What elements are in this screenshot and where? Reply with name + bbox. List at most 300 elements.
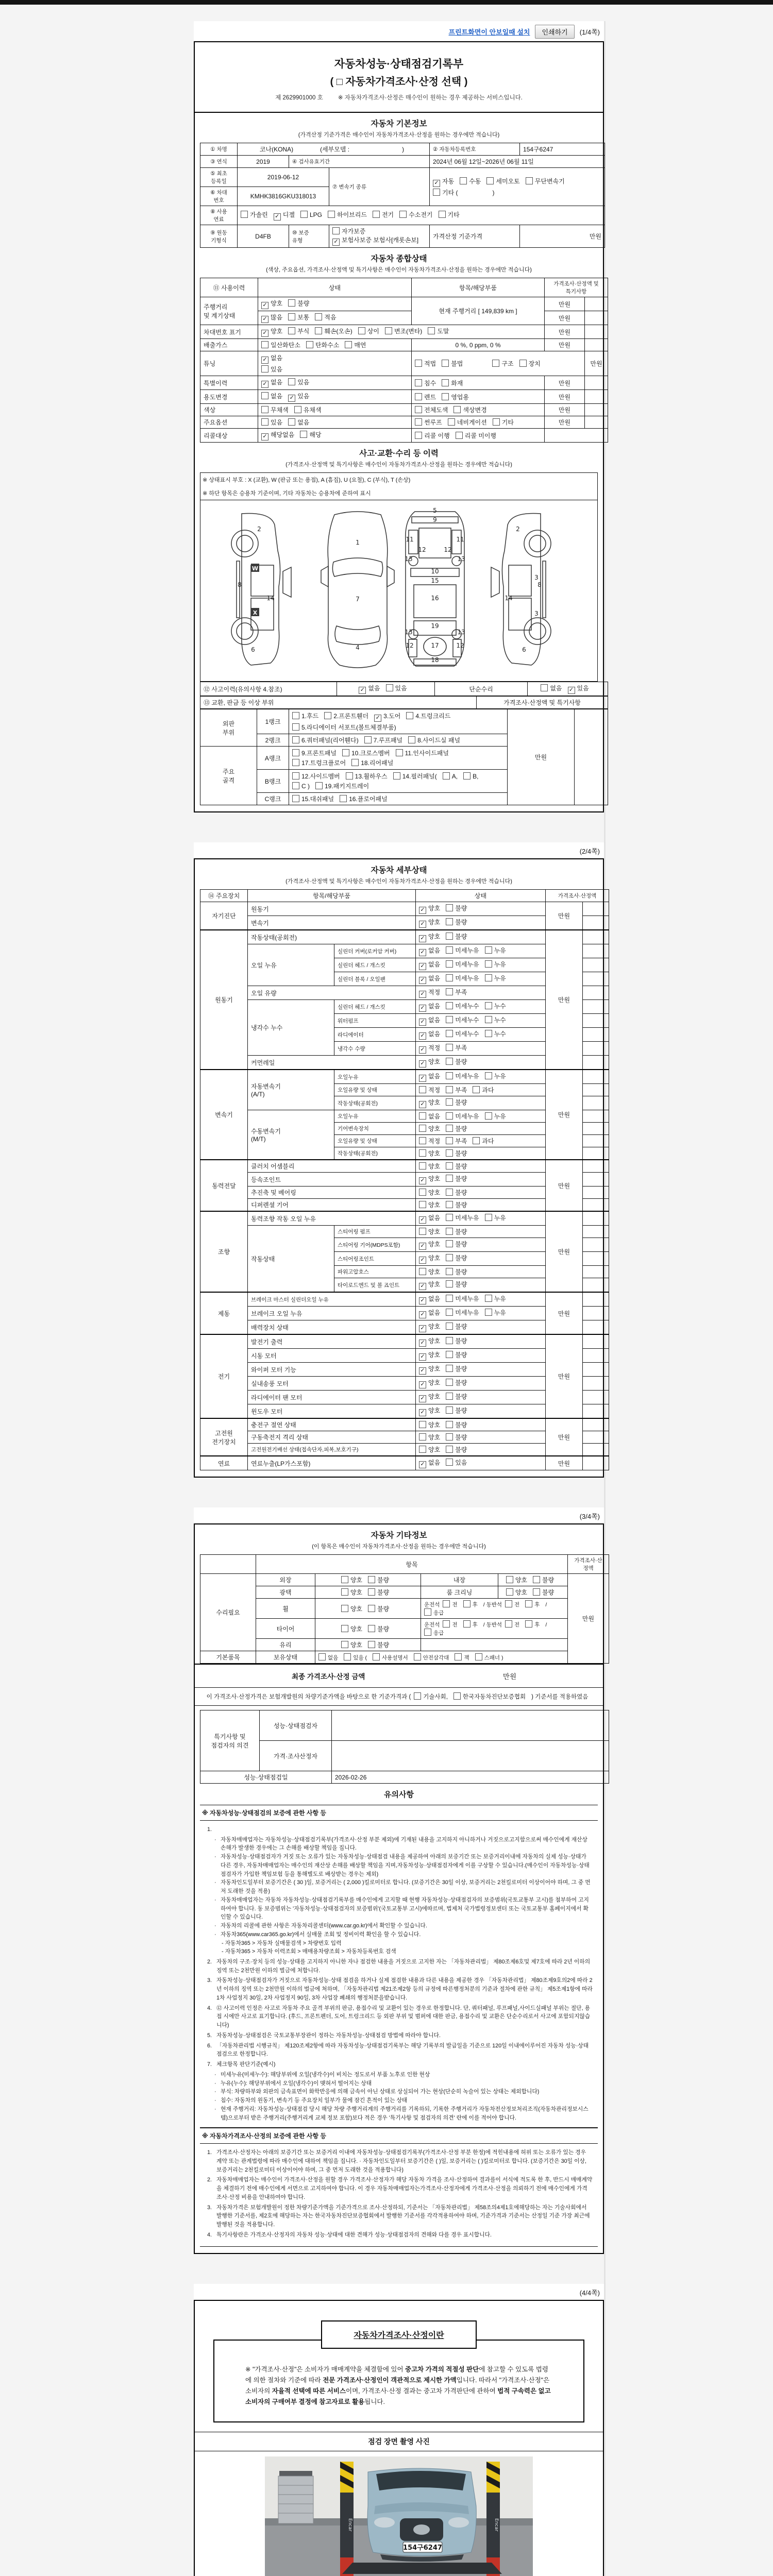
checkbox-icon[interactable]: [446, 1406, 453, 1414]
checkbox-icon[interactable]: [414, 1692, 421, 1700]
checkbox-option[interactable]: [419, 1350, 440, 1361]
checkbox-option[interactable]: [385, 327, 422, 335]
checkbox-icon[interactable]: [332, 227, 340, 234]
checkbox-option[interactable]: [419, 1267, 440, 1276]
checkbox-option[interactable]: [505, 1600, 519, 1608]
checkbox-checked-icon[interactable]: ✓: [419, 1297, 426, 1304]
checkbox-option[interactable]: [446, 1458, 467, 1467]
checkbox-option[interactable]: [318, 1653, 338, 1662]
checkbox-checked-icon[interactable]: ✓: [419, 1340, 426, 1347]
checkbox-option[interactable]: [463, 772, 478, 780]
checkbox-icon[interactable]: [446, 1309, 453, 1316]
checkbox-icon[interactable]: [306, 341, 313, 348]
checkbox-option[interactable]: [415, 418, 442, 427]
checkbox-checked-icon[interactable]: ✓: [419, 949, 426, 956]
checkbox-option[interactable]: [415, 405, 448, 414]
checkbox-option[interactable]: [446, 1162, 467, 1171]
checkbox-checked-icon[interactable]: ✓: [419, 977, 426, 984]
checkbox-icon[interactable]: [446, 1058, 453, 1065]
checkbox-icon[interactable]: [446, 904, 453, 911]
checkbox-icon[interactable]: [288, 299, 295, 307]
checkbox-option[interactable]: [406, 711, 450, 720]
checkbox-icon[interactable]: [443, 1620, 450, 1628]
checkbox-icon[interactable]: [415, 432, 422, 439]
checkbox-option[interactable]: [446, 1267, 467, 1276]
checkbox-checked-icon[interactable]: ✓: [261, 381, 268, 388]
checkbox-icon[interactable]: [460, 177, 467, 184]
checkbox-option[interactable]: [446, 1406, 467, 1415]
checkbox-option[interactable]: [292, 794, 334, 803]
checkbox-option[interactable]: [485, 1294, 506, 1303]
checkbox-option[interactable]: [419, 1124, 440, 1133]
checkbox-option[interactable]: [419, 1240, 440, 1250]
checkbox-option[interactable]: [446, 1098, 467, 1107]
checkbox-icon[interactable]: [344, 1653, 351, 1660]
checkbox-icon[interactable]: [446, 1228, 453, 1235]
checkbox-icon[interactable]: [446, 1240, 453, 1247]
checkbox-option[interactable]: [261, 405, 289, 414]
checkbox-checked-icon[interactable]: ✓: [419, 1216, 426, 1224]
checkbox-option[interactable]: [446, 1086, 467, 1094]
checkbox-option[interactable]: [492, 359, 513, 368]
checkbox-option[interactable]: [419, 1420, 440, 1429]
checkbox-icon[interactable]: [261, 341, 268, 348]
checkbox-icon[interactable]: [428, 327, 435, 334]
checkbox-option[interactable]: [424, 1629, 444, 1637]
checkbox-option[interactable]: [442, 379, 463, 387]
checkbox-icon[interactable]: [328, 211, 335, 218]
checkbox-option[interactable]: [446, 1015, 479, 1024]
checkbox-option[interactable]: [261, 353, 282, 364]
checkbox-option[interactable]: [419, 946, 440, 956]
checkbox-option[interactable]: [341, 1640, 362, 1649]
checkbox-icon[interactable]: [446, 988, 453, 995]
checkbox-icon[interactable]: [419, 1162, 426, 1170]
checkbox-option[interactable]: [485, 1213, 506, 1222]
checkbox-icon[interactable]: [241, 211, 248, 218]
checkbox-option[interactable]: [374, 711, 400, 722]
checkbox-checked-icon[interactable]: ✓: [419, 1409, 426, 1416]
checkbox-option[interactable]: [419, 1227, 440, 1236]
checkbox-option[interactable]: [446, 1392, 467, 1401]
checkbox-icon[interactable]: [424, 1629, 431, 1636]
checkbox-checked-icon[interactable]: ✓: [419, 1101, 426, 1108]
checkbox-option[interactable]: [419, 1213, 440, 1224]
checkbox-checked-icon[interactable]: ✓: [419, 1257, 426, 1264]
checkbox-icon[interactable]: [442, 393, 449, 400]
checkbox-icon[interactable]: [455, 1653, 462, 1660]
checkbox-option[interactable]: [261, 418, 282, 427]
checkbox-option[interactable]: [419, 1112, 440, 1121]
checkbox-icon[interactable]: [485, 974, 492, 981]
checkbox-option[interactable]: [446, 1137, 467, 1145]
checkbox-option[interactable]: [419, 904, 440, 914]
checkbox-icon[interactable]: [292, 782, 299, 789]
checkbox-option[interactable]: [446, 1378, 467, 1387]
checkbox-icon[interactable]: [415, 406, 422, 413]
checkbox-option[interactable]: [261, 378, 282, 388]
checkbox-option[interactable]: [415, 359, 436, 368]
checkbox-option[interactable]: [446, 1364, 467, 1373]
checkbox-checked-icon[interactable]: ✓: [419, 1325, 426, 1332]
checkbox-option[interactable]: [473, 1086, 494, 1094]
checkbox-checked-icon[interactable]: ✓: [419, 1283, 426, 1290]
checkbox-option[interactable]: [473, 1137, 494, 1145]
checkbox-checked-icon[interactable]: ✓: [419, 1367, 426, 1375]
checkbox-checked-icon[interactable]: ✓: [261, 357, 268, 364]
install-print-helper-link[interactable]: 프린트화면이 안보일때 설치: [448, 28, 530, 36]
checkbox-option[interactable]: [393, 772, 437, 781]
checkbox-option[interactable]: [463, 1620, 478, 1629]
checkbox-option[interactable]: [315, 782, 369, 790]
checkbox-icon[interactable]: [300, 431, 307, 438]
checkbox-icon[interactable]: [446, 1254, 453, 1261]
checkbox-option[interactable]: [419, 1086, 440, 1094]
checkbox-icon[interactable]: [406, 712, 413, 719]
checkbox-icon[interactable]: [526, 177, 533, 184]
checkbox-icon[interactable]: [541, 684, 548, 691]
checkbox-option[interactable]: [568, 684, 589, 694]
checkbox-checked-icon[interactable]: ✓: [261, 433, 268, 440]
checkbox-option[interactable]: [408, 736, 460, 744]
checkbox-icon[interactable]: [433, 189, 440, 196]
checkbox-icon[interactable]: [448, 418, 455, 426]
checkbox-option[interactable]: [446, 974, 479, 982]
checkbox-option[interactable]: [446, 1350, 467, 1359]
checkbox-icon[interactable]: [342, 749, 349, 756]
checkbox-option[interactable]: [288, 418, 309, 427]
checkbox-icon[interactable]: [419, 1268, 426, 1275]
checkbox-option[interactable]: [419, 1433, 440, 1442]
checkbox-icon[interactable]: [485, 946, 492, 954]
checkbox-option[interactable]: [442, 393, 469, 401]
checkbox-option[interactable]: [446, 1188, 467, 1197]
checkbox-option[interactable]: [419, 1406, 440, 1416]
checkbox-icon[interactable]: [300, 211, 308, 218]
checkbox-icon[interactable]: [340, 795, 347, 802]
checkbox-icon[interactable]: [415, 379, 422, 386]
checkbox-icon[interactable]: [485, 1002, 492, 1009]
checkbox-icon[interactable]: [288, 313, 295, 320]
checkbox-option[interactable]: [419, 1015, 440, 1026]
checkbox-option[interactable]: [340, 794, 388, 803]
checkbox-checked-icon[interactable]: ✓: [419, 991, 426, 998]
checkbox-icon[interactable]: [443, 1600, 450, 1607]
checkbox-icon[interactable]: [442, 379, 449, 386]
checkbox-icon[interactable]: [446, 1189, 453, 1196]
checkbox-icon[interactable]: [292, 772, 299, 779]
checkbox-icon[interactable]: [261, 406, 268, 413]
checkbox-option[interactable]: [446, 946, 479, 955]
checkbox-icon[interactable]: [446, 1175, 453, 1182]
checkbox-option[interactable]: [446, 988, 467, 996]
checkbox-option[interactable]: [506, 1588, 527, 1597]
checkbox-icon[interactable]: [341, 1625, 348, 1632]
checkbox-icon[interactable]: [373, 211, 380, 218]
checkbox-checked-icon[interactable]: ✓: [419, 963, 426, 970]
checkbox-icon[interactable]: [525, 1600, 532, 1607]
checkbox-option[interactable]: [433, 177, 454, 187]
checkbox-icon[interactable]: [368, 1641, 375, 1648]
checkbox-icon[interactable]: [292, 723, 299, 731]
checkbox-option[interactable]: [446, 1002, 479, 1010]
checkbox-option[interactable]: [294, 405, 322, 414]
checkbox-option[interactable]: [448, 418, 487, 427]
checkbox-icon[interactable]: [415, 418, 422, 426]
checkbox-icon[interactable]: [292, 795, 299, 802]
checkbox-option[interactable]: [315, 327, 352, 335]
checkbox-checked-icon[interactable]: ✓: [359, 687, 366, 694]
checkbox-option[interactable]: [396, 749, 449, 757]
checkbox-checked-icon[interactable]: ✓: [419, 921, 426, 928]
checkbox-icon[interactable]: [318, 1653, 326, 1660]
checkbox-option[interactable]: [288, 299, 309, 308]
checkbox-option[interactable]: [419, 918, 440, 928]
checkbox-icon[interactable]: [446, 1379, 453, 1386]
checkbox-icon[interactable]: [446, 946, 453, 954]
checkbox-icon[interactable]: [492, 360, 499, 367]
checkbox-option[interactable]: [288, 392, 309, 402]
checkbox-option[interactable]: [486, 177, 519, 185]
checkbox-option[interactable]: [446, 1294, 479, 1303]
checkbox-option[interactable]: [419, 1149, 440, 1158]
checkbox-icon[interactable]: [485, 1030, 492, 1037]
checkbox-icon[interactable]: [261, 392, 268, 399]
checkbox-icon[interactable]: [533, 1576, 540, 1583]
checkbox-option[interactable]: [261, 392, 282, 400]
checkbox-checked-icon[interactable]: ✓: [419, 1177, 426, 1184]
checkbox-option[interactable]: [341, 1624, 362, 1633]
checkbox-option[interactable]: [446, 932, 467, 941]
checkbox-option[interactable]: [453, 405, 486, 414]
checkbox-checked-icon[interactable]: ✓: [419, 1353, 426, 1361]
checkbox-icon[interactable]: [473, 1086, 480, 1093]
checkbox-option[interactable]: [419, 1098, 440, 1108]
checkbox-option[interactable]: [419, 1002, 440, 1012]
checkbox-option[interactable]: [368, 1588, 389, 1597]
checkbox-icon[interactable]: [446, 1295, 453, 1302]
checkbox-option[interactable]: [419, 1162, 440, 1171]
checkbox-option[interactable]: [373, 210, 394, 219]
checkbox-option[interactable]: [485, 1112, 506, 1121]
checkbox-option[interactable]: [261, 341, 300, 349]
checkbox-option[interactable]: [332, 235, 418, 246]
checkbox-icon[interactable]: [351, 759, 359, 766]
checkbox-option[interactable]: [446, 1280, 467, 1289]
checkbox-option[interactable]: [506, 1575, 527, 1584]
checkbox-option[interactable]: [300, 211, 322, 218]
checkbox-icon[interactable]: [485, 960, 492, 968]
checkbox-icon[interactable]: [396, 749, 403, 756]
checkbox-icon[interactable]: [324, 712, 331, 719]
checkbox-option[interactable]: [428, 327, 449, 335]
checkbox-icon[interactable]: [485, 1295, 492, 1302]
checkbox-option[interactable]: [274, 210, 295, 221]
checkbox-option[interactable]: [419, 988, 440, 998]
checkbox-option[interactable]: [463, 1600, 478, 1608]
checkbox-option[interactable]: [419, 1445, 440, 1454]
checkbox-option[interactable]: [443, 772, 458, 780]
checkbox-icon[interactable]: [415, 360, 422, 367]
checkbox-option[interactable]: [446, 1072, 479, 1080]
checkbox-checked-icon[interactable]: ✓: [288, 395, 295, 402]
checkbox-option[interactable]: [414, 1692, 448, 1701]
checkbox-checked-icon[interactable]: ✓: [419, 1461, 426, 1468]
checkbox-checked-icon[interactable]: ✓: [374, 715, 381, 722]
print-button[interactable]: 인쇄하기: [535, 25, 574, 39]
checkbox-icon[interactable]: [446, 1393, 453, 1400]
checkbox-option[interactable]: [292, 758, 346, 767]
checkbox-icon[interactable]: [385, 327, 392, 334]
checkbox-icon[interactable]: [261, 365, 268, 372]
checkbox-option[interactable]: [519, 359, 541, 368]
checkbox-option[interactable]: [485, 1029, 506, 1038]
checkbox-icon[interactable]: [446, 1459, 453, 1466]
checkbox-checked-icon[interactable]: ✓: [419, 1032, 426, 1040]
checkbox-option[interactable]: [419, 1378, 440, 1388]
checkbox-option[interactable]: [261, 365, 282, 374]
checkbox-option[interactable]: [419, 1043, 440, 1054]
checkbox-option[interactable]: [345, 341, 366, 349]
checkbox-option[interactable]: [424, 1608, 444, 1617]
checkbox-icon[interactable]: [292, 712, 299, 719]
checkbox-option[interactable]: [442, 359, 463, 368]
checkbox-icon[interactable]: [533, 1588, 540, 1596]
checkbox-option[interactable]: [419, 1392, 440, 1402]
checkbox-icon[interactable]: [485, 1016, 492, 1023]
checkbox-icon[interactable]: [486, 177, 494, 184]
checkbox-option[interactable]: [419, 1322, 440, 1332]
checkbox-icon[interactable]: [493, 418, 500, 426]
checkbox-icon[interactable]: [525, 1620, 532, 1628]
checkbox-option[interactable]: [346, 772, 388, 781]
checkbox-option[interactable]: [261, 299, 282, 309]
checkbox-option[interactable]: [368, 1575, 389, 1584]
checkbox-icon[interactable]: [505, 1600, 512, 1607]
checkbox-icon[interactable]: [341, 1576, 348, 1583]
checkbox-checked-icon[interactable]: ✓: [419, 1019, 426, 1026]
checkbox-option[interactable]: [292, 736, 359, 744]
checkbox-option[interactable]: [446, 1253, 467, 1262]
checkbox-icon[interactable]: [341, 1605, 348, 1612]
checkbox-icon[interactable]: [419, 1112, 426, 1120]
checkbox-option[interactable]: [419, 1137, 440, 1145]
checkbox-checked-icon[interactable]: ✓: [419, 1243, 426, 1250]
checkbox-option[interactable]: [419, 1072, 440, 1082]
checkbox-icon[interactable]: [419, 1201, 426, 1208]
checkbox-option[interactable]: [415, 431, 450, 440]
checkbox-icon[interactable]: [446, 1137, 453, 1144]
checkbox-checked-icon[interactable]: ✓: [261, 302, 268, 309]
checkbox-option[interactable]: [446, 1213, 479, 1222]
checkbox-option[interactable]: [446, 1174, 467, 1183]
checkbox-icon[interactable]: [473, 1137, 480, 1144]
checkbox-option[interactable]: [485, 960, 506, 969]
checkbox-option[interactable]: [493, 418, 514, 427]
checkbox-option[interactable]: [455, 1653, 469, 1662]
checkbox-option[interactable]: [342, 749, 390, 757]
checkbox-option[interactable]: [364, 736, 402, 744]
checkbox-option[interactable]: [368, 1640, 389, 1649]
checkbox-icon[interactable]: [292, 749, 299, 756]
checkbox-option[interactable]: [446, 1240, 467, 1248]
checkbox-icon[interactable]: [446, 1337, 453, 1344]
checkbox-option[interactable]: [446, 1308, 479, 1317]
checkbox-icon[interactable]: [506, 1588, 513, 1596]
checkbox-option[interactable]: [288, 327, 309, 335]
checkbox-icon[interactable]: [446, 1030, 453, 1037]
checkbox-icon[interactable]: [443, 772, 450, 779]
checkbox-icon[interactable]: [453, 1692, 461, 1700]
checkbox-option[interactable]: [505, 1620, 519, 1629]
checkbox-option[interactable]: [419, 1029, 440, 1040]
checkbox-icon[interactable]: [446, 1162, 453, 1170]
checkbox-icon[interactable]: [393, 772, 400, 779]
checkbox-icon[interactable]: [446, 1098, 453, 1106]
checkbox-checked-icon[interactable]: ✓: [419, 1395, 426, 1402]
checkbox-icon[interactable]: [446, 1125, 453, 1132]
checkbox-icon[interactable]: [446, 933, 453, 940]
checkbox-icon[interactable]: [419, 1446, 426, 1453]
checkbox-option[interactable]: [446, 1420, 467, 1429]
checkbox-option[interactable]: [351, 758, 393, 767]
checkbox-icon[interactable]: [358, 327, 365, 334]
checkbox-option[interactable]: [446, 1124, 467, 1133]
checkbox-option[interactable]: [446, 1200, 467, 1209]
checkbox-icon[interactable]: [315, 327, 322, 334]
checkbox-option[interactable]: [419, 1336, 440, 1347]
checkbox-checked-icon[interactable]: ✓: [419, 1075, 426, 1082]
checkbox-option[interactable]: [292, 782, 310, 790]
checkbox-icon[interactable]: [419, 1421, 426, 1428]
checkbox-icon[interactable]: [446, 1351, 453, 1358]
checkbox-option[interactable]: [419, 932, 440, 942]
checkbox-icon[interactable]: [345, 341, 352, 348]
checkbox-option[interactable]: [419, 1188, 440, 1197]
checkbox-option[interactable]: [399, 210, 432, 219]
checkbox-option[interactable]: [292, 772, 340, 781]
checkbox-icon[interactable]: [419, 1228, 426, 1235]
checkbox-option[interactable]: [306, 341, 339, 349]
checkbox-icon[interactable]: [341, 1641, 348, 1648]
checkbox-icon[interactable]: [446, 1323, 453, 1330]
checkbox-icon[interactable]: [415, 393, 422, 400]
checkbox-option[interactable]: [415, 379, 436, 387]
checkbox-checked-icon[interactable]: ✓: [433, 180, 440, 187]
checkbox-checked-icon[interactable]: ✓: [419, 1311, 426, 1318]
checkbox-checked-icon[interactable]: ✓: [261, 316, 268, 323]
checkbox-option[interactable]: [288, 378, 309, 386]
checkbox-option[interactable]: [332, 227, 365, 235]
checkbox-option[interactable]: [446, 1445, 467, 1454]
checkbox-icon[interactable]: [446, 960, 453, 968]
checkbox-option[interactable]: [386, 684, 407, 692]
checkbox-option[interactable]: [443, 1620, 457, 1629]
checkbox-option[interactable]: [419, 1200, 440, 1209]
checkbox-icon[interactable]: [485, 1112, 492, 1120]
checkbox-option[interactable]: [414, 1653, 449, 1662]
checkbox-option[interactable]: [446, 918, 467, 926]
checkbox-option[interactable]: [292, 711, 318, 720]
checkbox-checked-icon[interactable]: ✓: [419, 1005, 426, 1012]
checkbox-option[interactable]: [288, 313, 309, 321]
checkbox-icon[interactable]: [505, 1620, 512, 1628]
checkbox-checked-icon[interactable]: ✓: [419, 935, 426, 942]
checkbox-icon[interactable]: [446, 1002, 453, 1009]
checkbox-option[interactable]: [419, 1057, 440, 1067]
checkbox-option[interactable]: [415, 393, 436, 401]
checkbox-option[interactable]: [525, 1600, 540, 1608]
